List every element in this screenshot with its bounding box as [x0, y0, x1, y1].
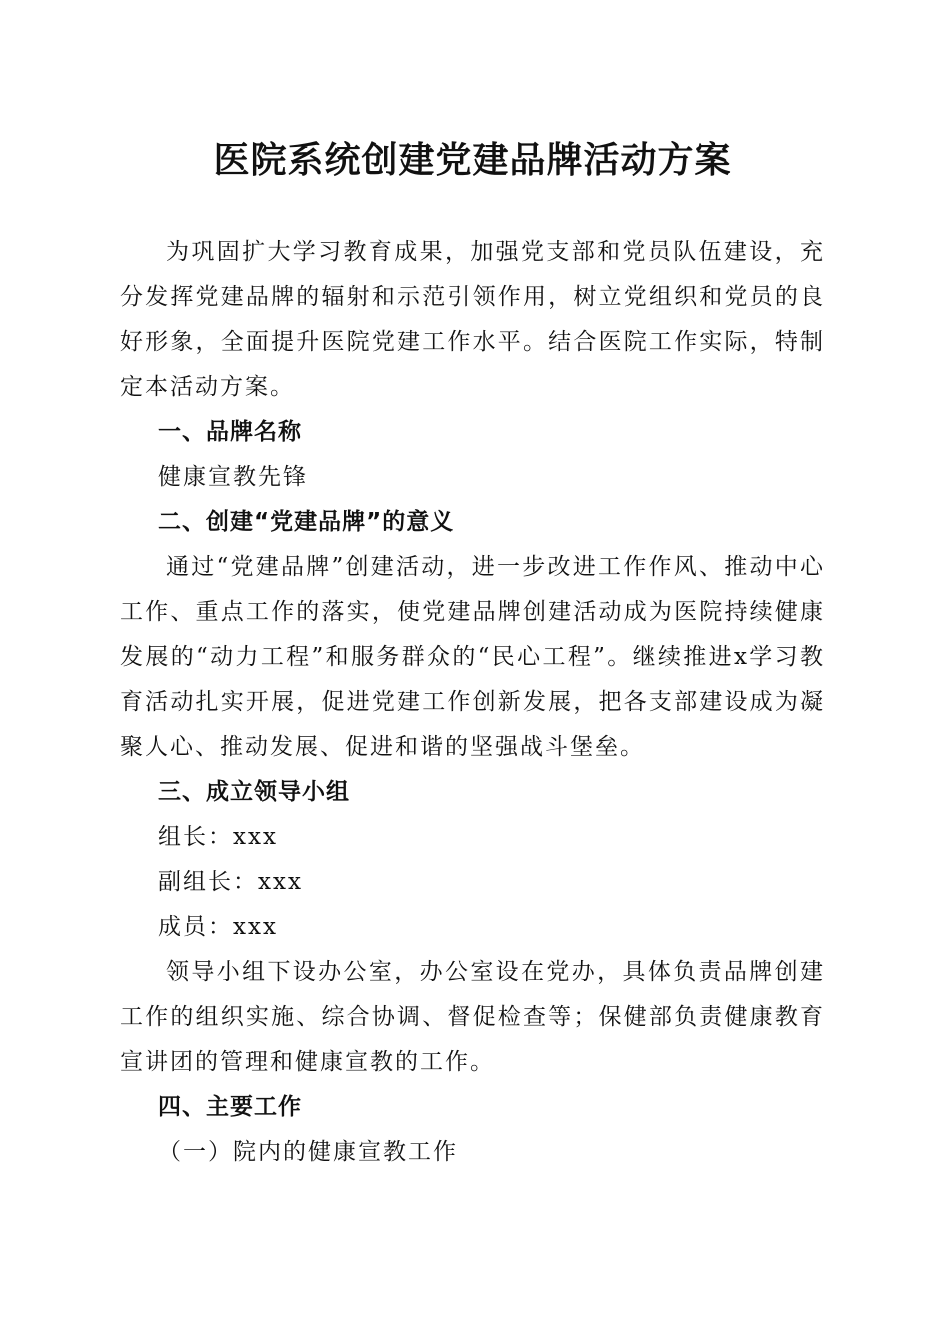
brand-name-text: 健康宣教先锋 [158, 464, 308, 490]
subsection-heading-hospital-education: （一）院内的健康宣教工作 [158, 1139, 458, 1165]
deputy-leader-line: 副组长：xxx [158, 869, 303, 895]
document-title: 医院系统创建党建品牌活动方案 [213, 139, 732, 181]
section-heading-brand-name: 一、品牌名称 [158, 419, 302, 445]
office-paragraph: 领导小组下设办公室，办公室设在党办，具体负责品牌创建工作的组织实施、综合协调、督促检查等；保健部负责健康教育宣讲团的管理和健康宣教的工作。 [120, 959, 825, 1075]
section-heading-significance: 二、创建“党建品牌”的意义 [158, 509, 455, 535]
significance-paragraph: 通过“党建品牌”创建活动，进一步改进工作作风、推动中心工作、重点工作的落实，使党建品牌创建活动成为医院持续健康发展的“动力工程”和服务群众的“民心工程”。继续推进x学习教育活动扎实开展，促进党建工作创新发展，把各支部建设成为凝聚人心、推动发展、促进和谐的坚强战斗堡垒。 [120, 554, 825, 760]
group-leader-line: 组长：xxx [158, 824, 278, 850]
section-heading-main-work: 四、主要工作 [158, 1094, 302, 1120]
members-line: 成员：xxx [158, 914, 278, 940]
section-heading-leadership-group: 三、成立领导小组 [158, 779, 350, 805]
intro-paragraph: 为巩固扩大学习教育成果，加强党支部和党员队伍建设，充分发挥党建品牌的辐射和示范引领作用，树立党组织和党员的良好形象，全面提升医院党建工作水平。结合医院工作实际，特制定本活动方案。 [120, 239, 825, 400]
document-body [120, 230, 825, 1175]
